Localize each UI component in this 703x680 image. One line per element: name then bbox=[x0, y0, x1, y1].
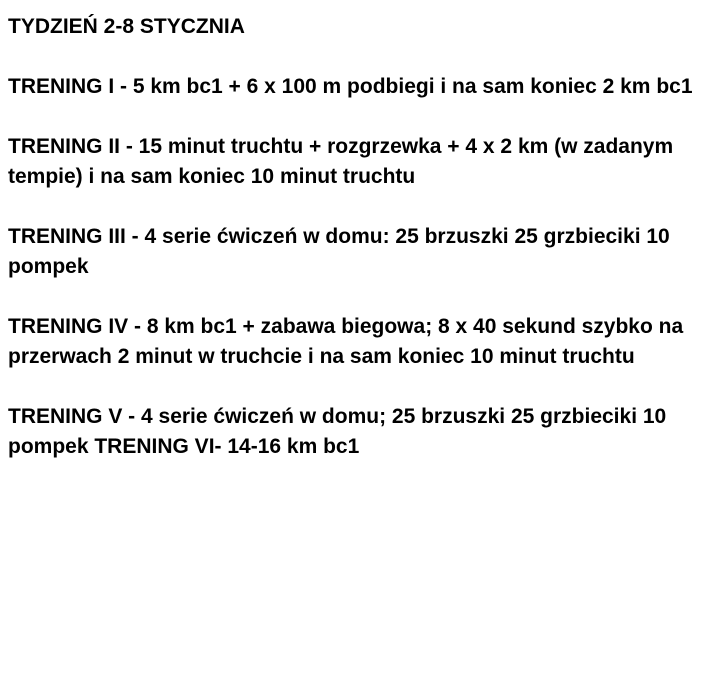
week-title: TYDZIEŃ 2-8 STYCZNIA bbox=[8, 15, 245, 38]
training-plan-document bbox=[8, 12, 698, 462]
training-session-4: TRENING IV - 8 km bc1 + zabawa biegowa; 8 x 40 sekund szybko na przerwach 2 minut w truchcie i na sam koniec 10 minut truchtu bbox=[8, 315, 684, 368]
training-session-5: TRENING V - 4 serie ćwiczeń w domu; 25 brzuszki 25 grzbieciki 10 pompek TRENING VI- 14-16 km bc1 bbox=[8, 405, 667, 458]
training-session-3: TRENING III - 4 serie ćwiczeń w domu: 25 brzuszki 25 grzbieciki 10 pompek bbox=[8, 225, 670, 278]
training-session-1: TRENING I - 5 km bc1 + 6 x 100 m podbiegi i na sam koniec 2 km bc1 bbox=[8, 75, 693, 98]
training-session-2: TRENING II - 15 minut truchtu + rozgrzewka + 4 x 2 km (w zadanym tempie) i na sam koniec 10 minut truchtu bbox=[8, 135, 674, 188]
